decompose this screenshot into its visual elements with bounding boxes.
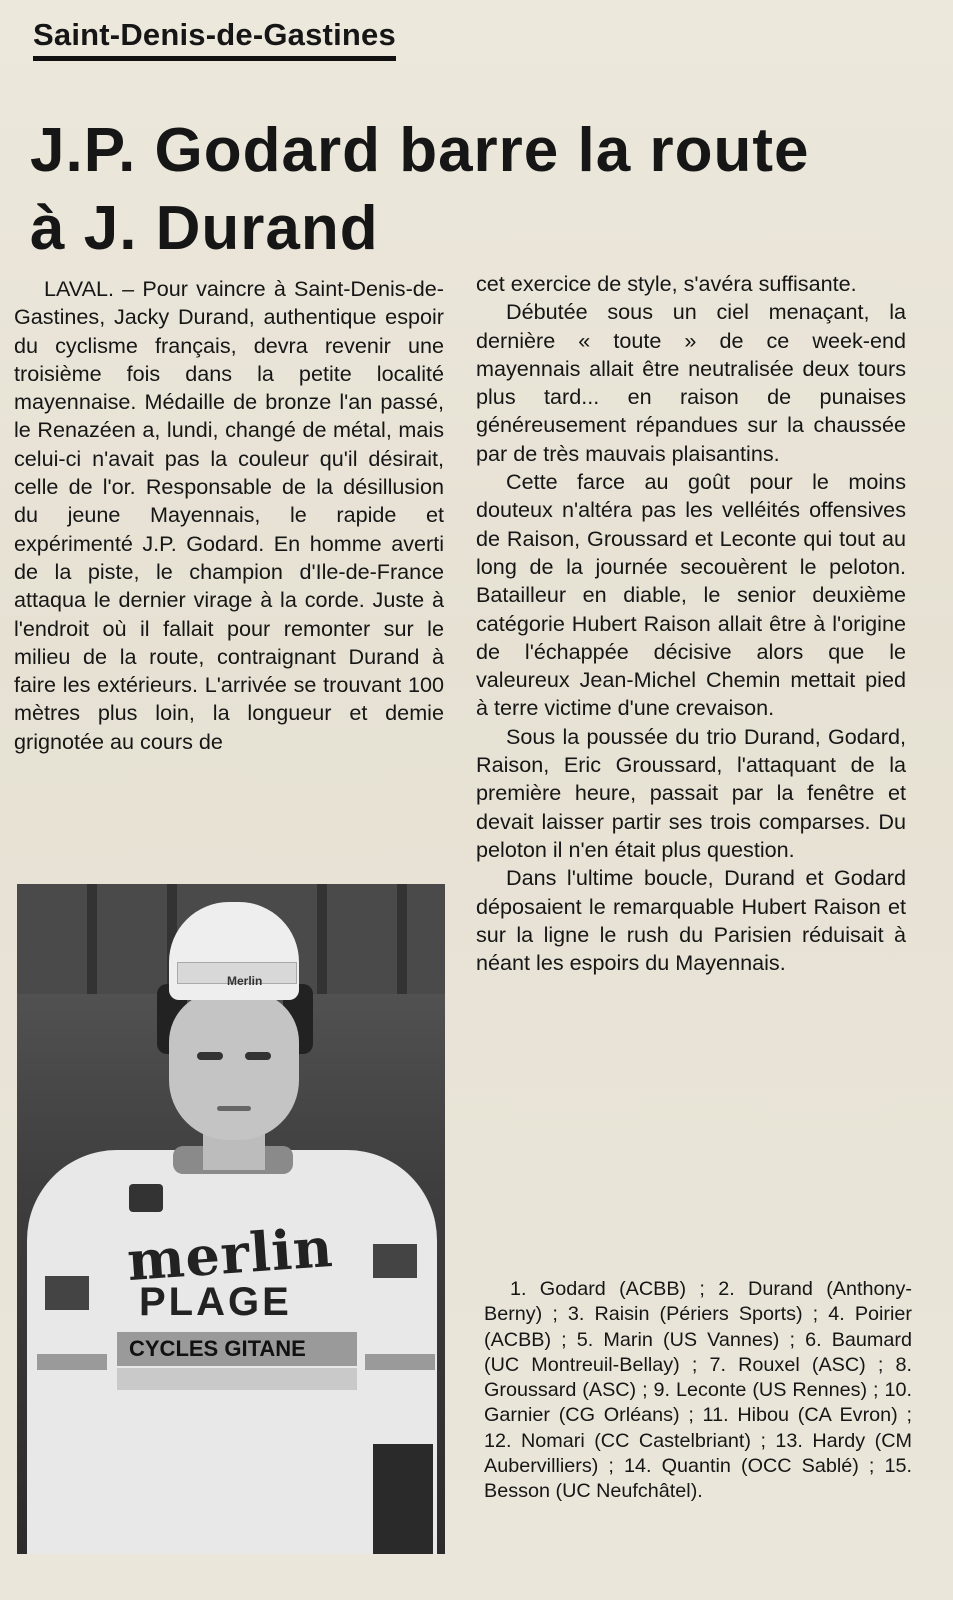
background-object — [373, 1444, 433, 1554]
article-paragraph: LAVAL. – Pour vaincre à Saint-Denis-de-Gastines, Jacky Durand, authentique espoir du cyclisme français, devra revenir une troisième fois dans la petite localité mayennaise. Médaille de bronze l'an passé, le Renazéen a, lundi, changé de métal, mais celui-ci n'avait pas la couleur qu'il désirait, celle de l'or. Responsable de la désillusion du jeune Mayennais, le rapide et expérimenté J.P. Godard. En homme averti de la piste, le champion d'Ile-de-France attaqua le dernier virage à la corde. Juste à l'endroit où il fallait pour remonter sur le milieu de la route, contraignant Durand à faire les extérieurs. L'arrivée se trouvant 100 mètres plus loin, la longueur et demie grignotée au cours de — [14, 276, 444, 754]
sleeve-badge-left — [45, 1276, 89, 1310]
eye-left — [197, 1052, 223, 1060]
photo-plank — [87, 884, 97, 994]
photo-plank — [317, 884, 327, 994]
section-heading: Saint-Denis-de-Gastines — [33, 16, 396, 61]
article-column-2 — [476, 270, 906, 977]
article-paragraph: Dans l'ultime boucle, Durand et Godard déposaient le remarquable Hubert Raison et sur la ligne le rush du Parisien réduisait à néant les espoirs du Mayennais. — [476, 865, 906, 976]
race-results: 1. Godard (ACBB) ; 2. Durand (Anthony-Berny) ; 3. Raisin (Périers Sports) ; 4. Poirier (ACBB) ; 5. Marin (US Vannes) ; 6. Baumard (UC Montreuil-Bellay) ; 7. Rouxel (ASC) ; 8. Groussard (ASC) ; 9. Leconte (US Rennes) ; 10. Garnier (CG Orléans) ; 11. Hibou (CA Evron) ; 12. Nomari (CC Castelbriant) ; 13. Hardy (CM Aubervilliers) ; 14. Quantin (OCC Sablé) ; 15. Besson (UC Neufchâtel). — [484, 1278, 912, 1503]
sleeve-badge-right — [373, 1244, 417, 1278]
eye-right — [245, 1052, 271, 1060]
article-paragraph: Sous la poussée du trio Durand, Godard, Raison, Eric Groussard, l'attaquant de la première heure, passait par la fenêtre et devait laisser partir ses trois comparses. Du peloton il n'en était plus question. — [476, 723, 906, 862]
jersey-band-light — [117, 1368, 357, 1390]
article-column-1 — [14, 275, 444, 756]
article-paragraph: Cette farce au goût pour le moins douteux n'altéra pas les velléités offensives de Raison, Groussard et Leconte qui tout au long de la journée secouèrent le peloton. Batailleur en diable, le senior deuxième catégorie Hubert Raison allait être à l'origine de l'échappée décisive alors que le valeureux Jean-Michel Chemin mettait pied à terre victime d'une crevaison. — [476, 469, 906, 721]
sleeve-band-left — [37, 1354, 107, 1370]
cap-text: Merlin — [227, 974, 263, 988]
face — [169, 992, 299, 1140]
sleeve-band-right — [365, 1354, 435, 1370]
headline-line-1: J.P. Godard barre la route — [30, 116, 810, 185]
jersey-sponsor-gitane: CYCLES GITANE — [129, 1336, 306, 1361]
article-paragraph: cet exercice de style, s'avéra suffisante. — [476, 271, 857, 296]
headline — [30, 112, 930, 268]
jersey-sponsor-merlin: merlin — [125, 1214, 336, 1294]
photo-plank — [397, 884, 407, 994]
jersey-logo-icon — [129, 1184, 163, 1212]
headline-line-2: à J. Durand — [30, 194, 379, 263]
jersey-sponsor-plage: PLAGE — [139, 1280, 292, 1324]
article-paragraph: Débutée sous un ciel menaçant, la dernière « toute » de ce week-end mayennais allait être neutralisée deux tours plus tard... en raison de punaises généreusement répandues sur la chaussée par de très mauvais plaisantins. — [476, 299, 906, 466]
mouth — [217, 1106, 251, 1111]
cyclist-photo — [17, 884, 445, 1554]
